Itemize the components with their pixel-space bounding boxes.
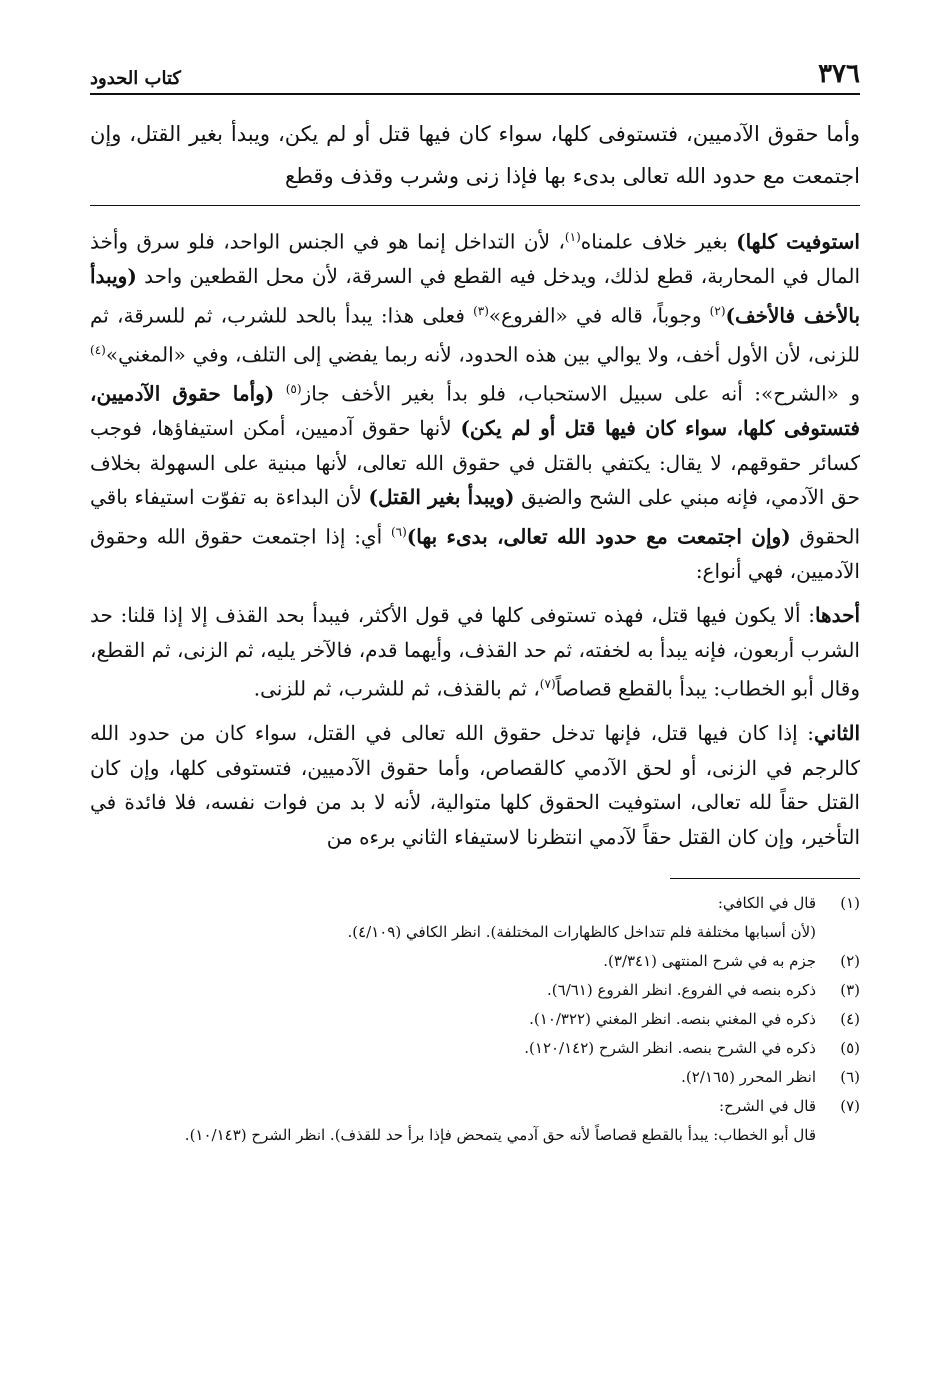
text-run: ، ثم بالقذف، ثم للشرب، ثم للزنى. xyxy=(253,676,540,701)
text-run: : إذا كان فيها قتل، فإنها تدخل حقوق الله تعالى في القتل، سواء كان من حدود الله كالرجم في الزنى، أو لحق الآدمي كالقصاص، وأما حقوق الآدميين، فتستوفى كلها، وإن كان القتل حقاً لله تعالى، استوفيت الحقوق كلها متوالية، لأنه لا بد من فوات نفسه، فلا فائدة في التأخير، وإن كان القتل حقاً لآدمي انتظرنا لاستيفاء الثاني برءه من xyxy=(90,721,860,849)
bold-text: استوفيت كلها) xyxy=(736,229,860,254)
footnote-text xyxy=(90,1063,816,1092)
footnote-line: انظر المحرر (٢/١٦٥). xyxy=(681,1068,816,1087)
book-title: كتاب الحدود xyxy=(90,68,181,89)
bold-text: (ويبدأ بالأخف فالأخف) xyxy=(90,264,861,328)
running-head xyxy=(90,55,860,95)
footnote-ref: (٧) xyxy=(539,677,556,692)
footnote xyxy=(90,1005,860,1034)
bold-text: الثاني xyxy=(813,721,860,746)
footnote-ref: (٥) xyxy=(285,381,302,396)
footnote-number: (١) xyxy=(840,894,860,913)
text-run: أي: إذا اجتمعت حقوق الله وحقوق الآدميين، فهي أنواع: xyxy=(90,524,860,583)
footnote-line: ذكره في الشرح بنصه. انظر الشرح (١٢٠/١٤٢). xyxy=(524,1039,816,1058)
footnote-text xyxy=(90,889,816,947)
footnote xyxy=(90,889,860,947)
footnote-ref: (١) xyxy=(564,230,581,244)
footnote-line: (لأن أسبابها مختلفة فلم تتداخل كالظهارات المختلفة). انظر الكافي (٤/١٠٩). xyxy=(347,923,816,942)
footnote-ref: (٤) xyxy=(90,342,106,357)
footnote xyxy=(90,1063,860,1092)
footnote-line: قال أبو الخطاب: يبدأ بالقطع قصاصاً لأنه حق آدمي يتمحض فإذا برأ حد للقذف). انظر الشرح (١٠/١٤٣). xyxy=(184,1126,816,1145)
footnote-ref: (٢) xyxy=(709,303,726,318)
footnote-number: (٢) xyxy=(840,952,860,971)
footnotes xyxy=(90,889,860,1150)
footnote-text xyxy=(90,976,816,1005)
text-run: و «الشرح»: أنه على سبيل الاستحباب، فلو بدأ بغير الأخف جاز xyxy=(301,381,861,406)
bold-text: (وأما حقوق الآدميين، فتستوفى كلها، سواء كان فيها قتل أو لم يكن) xyxy=(90,381,860,441)
footnote-text xyxy=(90,1092,816,1150)
text-run: فعلى هذا: يبدأ بالحد للشرب، ثم للسرقة، ثم للزنى، لأن الأول أخف، ولا يوالي بين هذه الحدود، لأنه ربما يفضي إلى التلف، وفي «المغني» xyxy=(90,303,860,367)
bold-text: (ويبدأ بغير القتل) xyxy=(368,485,515,510)
footnote-number: (٣) xyxy=(840,981,860,1000)
text-run: وجوباً، قاله في «الفروع» xyxy=(488,303,710,328)
text-run: : ألا يكون فيها قتل، فهذه تستوفى كلها في قول الأكثر، فيبدأ بحد القذف إلا إذا قلنا: حد الشرب أربعون، فإنه يبدأ به لخفته، ثم حد القذف، وأيهما قدم، فالآخر يليه، ثم الزنى، ثم القطع، وقال أبو الخطاب: يبدأ بالقطع قصاصاً xyxy=(90,603,860,701)
footnote xyxy=(90,947,860,976)
commentary-paragraph xyxy=(90,716,860,854)
page-number: ٣٧٦ xyxy=(818,59,860,89)
footnote-text xyxy=(90,1005,816,1034)
footnote-number: (٥) xyxy=(840,1039,860,1058)
footnote-line: ذكره في المغني بنصه. انظر المغني (١٠/٣٢٢). xyxy=(529,1010,816,1029)
text-run: ، لأن التداخل إنما هو في الجنس الواحد، فلو سرق وأخذ المال في المحاربة، قطع لذلك، ويدخل فيه القطع في السرقة، لأن محل القطعين واحد xyxy=(90,229,860,289)
footnote-text xyxy=(90,1034,816,1063)
text-run: بغير خلاف علمناه xyxy=(580,229,737,254)
matn-text: وأما حقوق الآدميين، فتستوفى كلها، سواء كان فيها قتل أو لم يكن، ويبدأ بغير القتل، وإن اجتمعت مع حدود الله تعالى بدىء بها فإذا زنى وشرب وقذف وقطع xyxy=(90,113,860,206)
footnote-line: قال في الشرح: xyxy=(719,1097,816,1116)
footnote-number: (٤) xyxy=(840,1010,860,1029)
bold-text: أحدها xyxy=(814,603,860,628)
footnote xyxy=(90,1092,860,1150)
footnote xyxy=(90,976,860,1005)
footnote-line: قال في الكافي: xyxy=(717,894,816,913)
bold-text: (وإن اجتمعت مع حدود الله تعالى، بدىء بها) xyxy=(406,524,791,549)
footnote-number: (٦) xyxy=(840,1068,860,1087)
footnote-text xyxy=(90,947,816,976)
footnote-line: جزم به في شرح المنتهى (٣/٣٤١). xyxy=(603,952,816,971)
commentary-paragraph xyxy=(90,598,860,706)
commentary-paragraph xyxy=(90,220,860,588)
footnote-ref: (٦) xyxy=(390,524,407,539)
footnote-line: ذكره بنصه في الفروع. انظر الفروع (٦/٦١). xyxy=(547,981,816,1000)
footnote-ref: (٣) xyxy=(473,303,489,318)
footnote xyxy=(90,1034,860,1063)
text-run xyxy=(274,382,285,406)
footnote-divider xyxy=(670,878,860,879)
text-run: لأنها حقوق آدميين، أمكن استيفاؤها، فوجب كسائر حقوقهم، لا يقال: يكتفي بالقتل في حقوق الله تعالى، لأنها مبنية على السهولة بخلاف حق الآدمي، فإنه مبني على الشح والضيق xyxy=(90,416,860,510)
page xyxy=(90,55,860,1150)
footnote-number: (٧) xyxy=(840,1097,860,1116)
commentary xyxy=(90,220,860,854)
text-run: لأن البداءة به تفوّت استيفاء باقي الحقوق xyxy=(90,485,860,549)
